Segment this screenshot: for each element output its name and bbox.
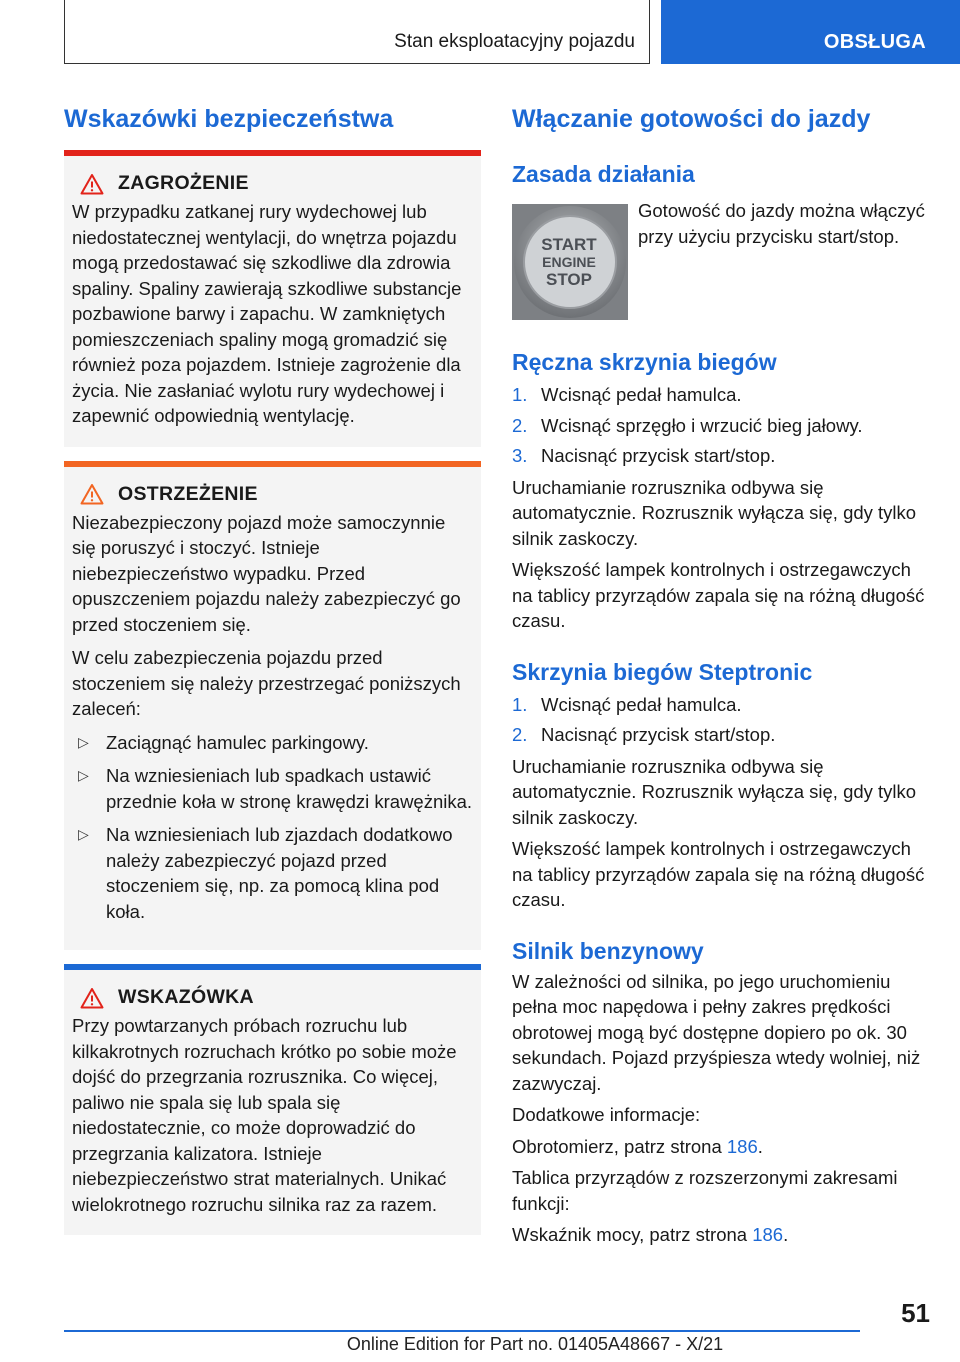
svg-text:START: START (541, 235, 597, 254)
footer-divider (64, 1330, 860, 1332)
list-item: 2. Wcisnąć sprzęgło i wrzucić bieg jałowy. (512, 414, 863, 436)
tachometer-reference: Obrotomierz, patrz strona 186. (512, 1135, 763, 1157)
petrol-para-2: Dodatkowe informacje: (512, 1104, 701, 1125)
start-stop-button-icon (512, 204, 628, 320)
page-link-186[interactable]: 186 (726, 1135, 758, 1157)
list-item: ▷ Na wzniesieniach lub spadkach ustawić przednie koła w stronę krawędzi krawężnika. (78, 765, 473, 812)
triangle-bullet-icon: ▷ (78, 767, 89, 783)
manual-para-1: Uruchamianie rozrusznika odbywa się automatycznie. Rozrusznik wyłącza się, gdy tylko silnik zaskoczy. (512, 476, 917, 549)
note-text: Przy powtarzanych próbach rozruchu lub kilkakrotnych rozruchach krótko po sobie może dojść do przegrzania rozrusznika. Co więcej, paliwo nie spala się lub spala się niedostatecznie, co może doprowadzić do przegrzania kalizatora. Istnieje niebezpieczeństwo strat materialnych. Unikać wielokrotnego rozruchu silnika raz za razem. (72, 1015, 457, 1215)
page-link-186[interactable]: 186 (752, 1224, 784, 1245)
triangle-bullet-icon: ▷ (78, 826, 89, 842)
footer-text: Online Edition for Part no. 01405A48667 - X/21 (346, 1334, 724, 1354)
chapter-tab-label: OBSŁUGA (823, 31, 926, 53)
chapter-tab (661, 0, 960, 64)
manual-steps (512, 382, 932, 469)
danger-box (64, 150, 481, 447)
list-item: ▷ Zaciągnąć hamulec parkingowy. (72, 730, 473, 756)
readiness-heading: Włączanie gotowości do jazdy (512, 105, 871, 133)
list-item: 1. Wcisnąć pedał hamulca. (512, 693, 742, 715)
list-item: 3. Nacisnąć przycisk start/stop. (512, 445, 776, 466)
triangle-bullet-icon: ▷ (78, 733, 89, 750)
danger-title: ZAGROŻENIE (118, 172, 249, 194)
warning-title: OSTRZEŻENIE (118, 482, 258, 505)
instrument-cluster-reference: Tablica przyrządów z rozszerzonymi zakresami funkcji: (512, 1167, 898, 1214)
warning-box (64, 461, 481, 951)
list-item: ▷ Na wzniesieniach lub zjazdach dodatkowo należy zabezpieczyć pojazd przed stoczeniem się, np. za pomocą klina pod koła. (78, 824, 453, 922)
danger-text: W przypadku zatkanej rury wydechowej lub niedostatecznej wentylacji, do wnętrza pojazdu mogą przedostawać się szkodliwe dla zdrowia spaliny. Spaliny zawierają szkodliwe substancje pozbawione barwy i zapachu. W zamkniętych pomieszczeniach spaliny mogą gromadzić się również poza pojazdem. Istnieje zagrożenie dla życia. Nie zasłaniać wylotu rury wydechowej i zapewnić odpowiednią wentylację. (72, 201, 462, 426)
steptronic-para-1: Uruchamianie rozrusznika odbywa się automatycznie. Rozrusznik wyłącza się, gdy tylko silnik zaskoczy. (512, 755, 917, 828)
principle-intro (512, 200, 932, 320)
list-item: 1. Wcisnąć pedał hamulca. (512, 384, 742, 405)
warning-triangle-icon (80, 987, 104, 1009)
note-title: WSKAZÓWKA (118, 986, 254, 1008)
svg-text:STOP: STOP (546, 270, 592, 289)
warning-text-2: W celu zabezpieczenia pojazdu przed stoczeniem się należy przestrzegać poniższych zaleceń: (72, 647, 461, 719)
page-number: 51 (901, 1298, 930, 1328)
steptronic-para-2: Większość lampek kontrolnych i ostrzegawczych na tablicy przyrządów zapala się na różną długość czasu. (512, 838, 925, 910)
principle-text: Gotowość do jazdy można włączyć przy użyciu przycisku start/stop. (638, 200, 925, 247)
note-box-header (72, 986, 473, 1009)
start-stop-button-image (512, 204, 628, 320)
manual-para-2: Większość lampek kontrolnych i ostrzegawczych na tablicy przyrządów zapala się na różną długość czasu. (512, 559, 925, 631)
svg-text:ENGINE: ENGINE (542, 254, 596, 270)
manual-heading: Ręczna skrzynia biegów (512, 349, 777, 375)
warning-bullet-list (72, 730, 473, 925)
note-box (64, 964, 481, 1235)
list-item: 2. Nacisnąć przycisk start/stop. (512, 724, 776, 745)
danger-box-header (72, 172, 473, 195)
safety-heading: Wskazówki bezpieczeństwa (64, 105, 394, 133)
warning-box-header (72, 483, 473, 506)
steptronic-steps (512, 692, 932, 748)
warning-triangle-icon (80, 173, 104, 195)
steptronic-heading: Skrzynia biegów Steptronic (512, 658, 813, 685)
petrol-heading: Silnik benzynowy (512, 937, 704, 964)
right-column (512, 100, 932, 1248)
warning-text-1: Niezabezpieczony pojazd może samoczynnie się poruszyć i stoczyć. Istnieje niebezpieczeństwo wypadku. Przed opuszczeniem pojazdu należy zabezpieczyć go przed stoczeniem się. (72, 511, 461, 635)
principle-heading: Zasada działania (512, 161, 695, 187)
power-indicator-reference: Wskaźnik mocy, patrz strona 186. (512, 1224, 789, 1245)
section-title: Stan eksploatacyjny pojazdu (394, 31, 635, 52)
petrol-para-1: W zależności od silnika, po jego uruchomieniu pełna moc napędowa i pełny zakres prędkości obrotowej mogą być dostępne dopiero po ok. 30 sekundach. Pojazd przyśpiesza wtedy wolniej, niż zazwyczaj. (512, 970, 921, 1094)
warning-triangle-icon (80, 483, 104, 505)
left-column (64, 100, 481, 1235)
header-frame (64, 0, 650, 64)
